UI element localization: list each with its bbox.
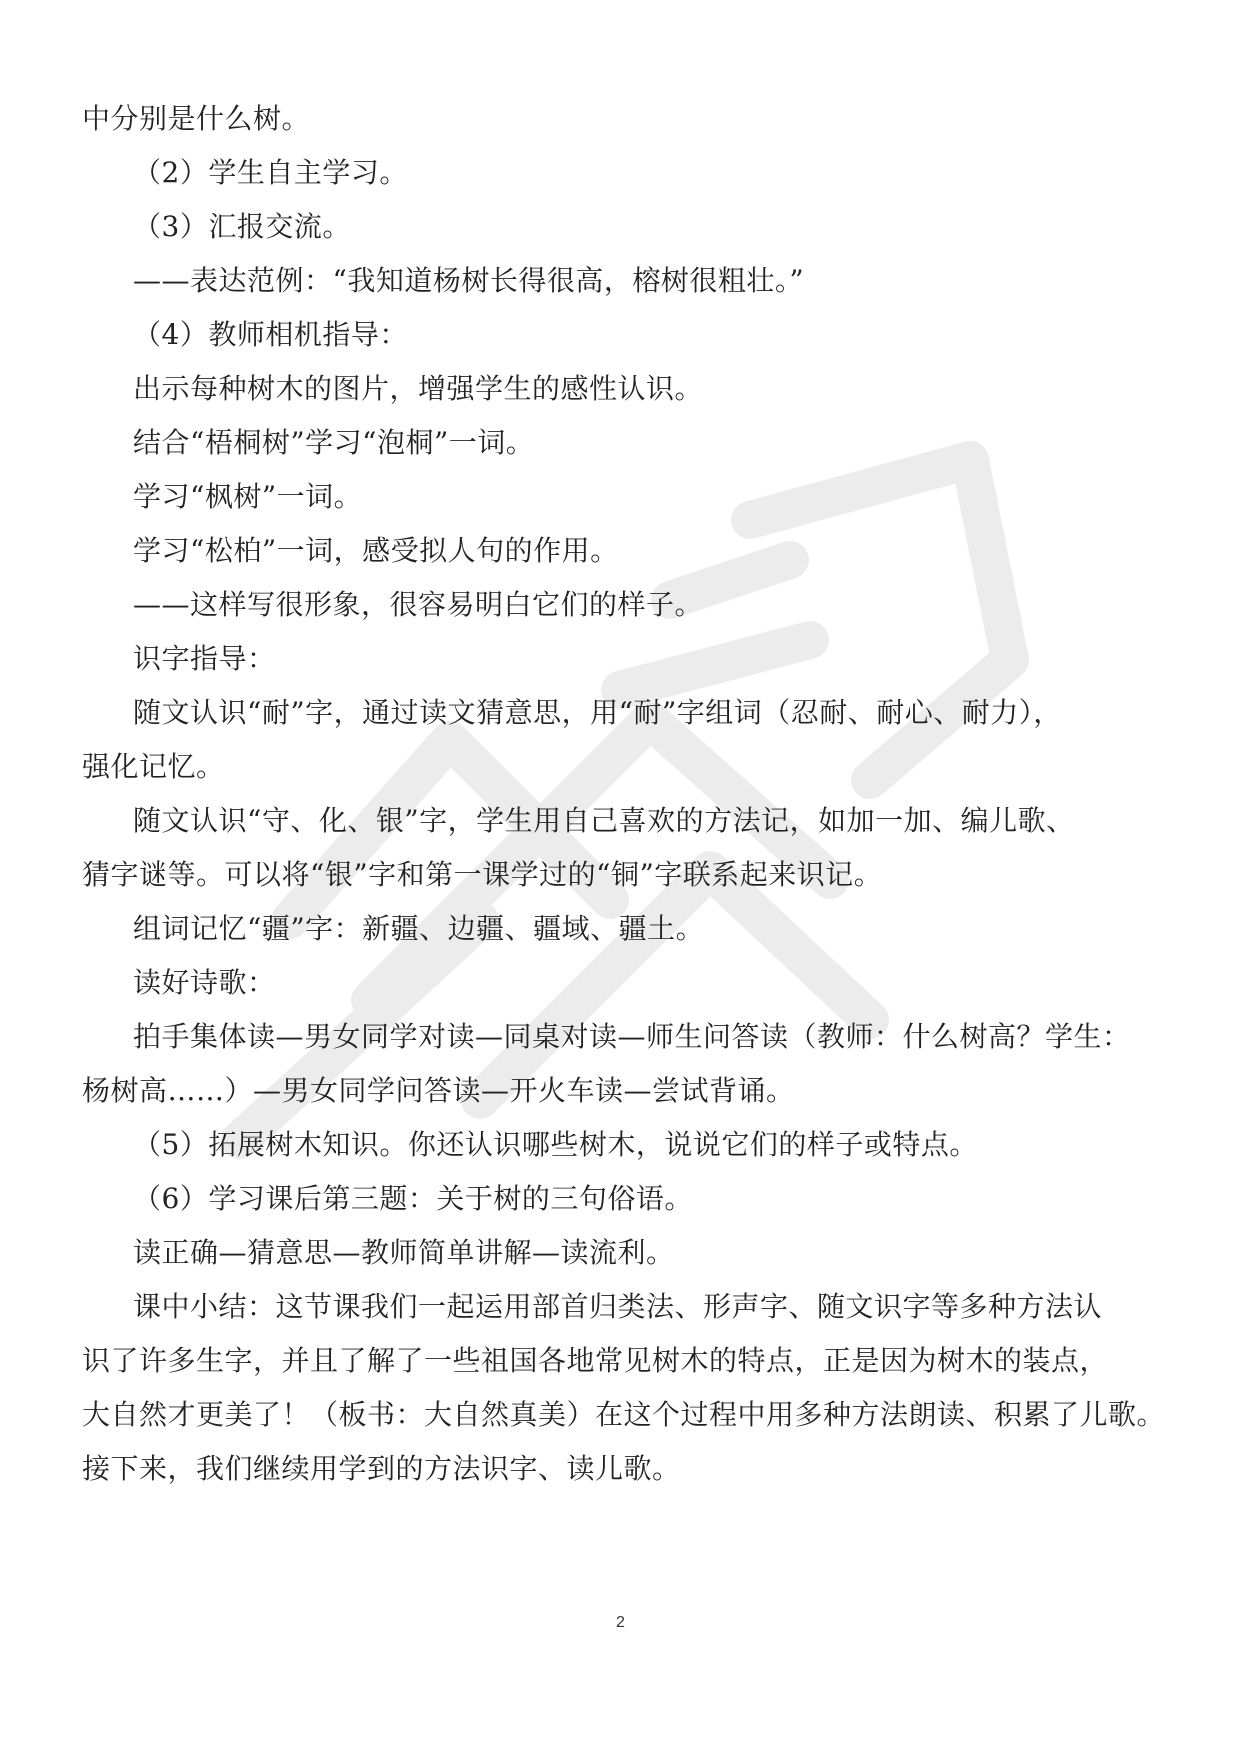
paragraph-line: 识字指导： xyxy=(133,642,276,675)
paragraph-line: ——表达范例：“我知道杨树长得很高，榕树很粗壮。” xyxy=(133,264,805,297)
paragraph-line: （4）教师相机指导： xyxy=(133,318,408,351)
paragraph-line: 组词记忆“疆”字：新疆、边疆、疆域、疆土。 xyxy=(133,912,705,945)
paragraph-line: ——这样写很形象，很容易明白它们的样子。 xyxy=(133,588,704,621)
paragraph-line: 随文认识“耐”字，通过读文猜意思，用“耐”字组词（忍耐、耐心、耐力）， xyxy=(133,696,1062,729)
paragraph-line: 课中小结：这节课我们一起运用部首归类法、形声字、随文识字等多种方法认 xyxy=(133,1290,1103,1323)
paragraph-line: 拍手集体读—男女同学对读—同桌对读—师生问答读（教师：什么树高？学生： xyxy=(133,1020,1131,1053)
paragraph-line: 识了许多生字，并且了解了一些祖国各地常见树木的特点，正是因为树木的装点， xyxy=(82,1344,1109,1377)
paragraph-line: 结合“梧桐树”学习“泡桐”一词。 xyxy=(133,426,535,459)
paragraph-line: 接下来，我们继续用学到的方法识字、读儿歌。 xyxy=(82,1452,681,1485)
paragraph-line: 学习“松柏”一词，感受拟人句的作用。 xyxy=(133,534,619,567)
paragraph-line: 出示每种树木的图片，增强学生的感性认识。 xyxy=(133,372,704,405)
page-number: 2 xyxy=(616,1614,625,1631)
paragraph-line: 随文认识“守、化、银”字，学生用自己喜欢的方法记，如加一加、编儿歌、 xyxy=(133,804,1075,837)
paragraph-line: （3）汇报交流。 xyxy=(133,210,351,243)
paragraph-line: （5）拓展树木知识。你还认识哪些树木，说说它们的样子或特点。 xyxy=(133,1128,978,1161)
paragraph-line: 猜字谜等。可以将“银”字和第一课学过的“铜”字联系起来识记。 xyxy=(82,858,883,891)
paragraph-line: 杨树高……）—男女同学问答读—开火车读—尝试背诵。 xyxy=(82,1074,795,1107)
paragraph-line: 中分别是什么树。 xyxy=(82,102,311,135)
paragraph-line: 读正确—猜意思—教师简单讲解—读流利。 xyxy=(133,1236,675,1269)
paragraph-line: （2）学生自主学习。 xyxy=(133,156,408,189)
paragraph-line: 读好诗歌： xyxy=(133,966,276,999)
paragraph-line: （6）学习课后第三题：关于树的三句俗语。 xyxy=(133,1182,693,1215)
paragraph-line: 强化记忆。 xyxy=(82,750,225,783)
paragraph-line: 学习“枫树”一词。 xyxy=(133,480,363,513)
paragraph-line: 大自然才更美了！（板书：大自然真美）在这个过程中用多种方法朗读、积累了儿歌。 xyxy=(82,1398,1166,1431)
